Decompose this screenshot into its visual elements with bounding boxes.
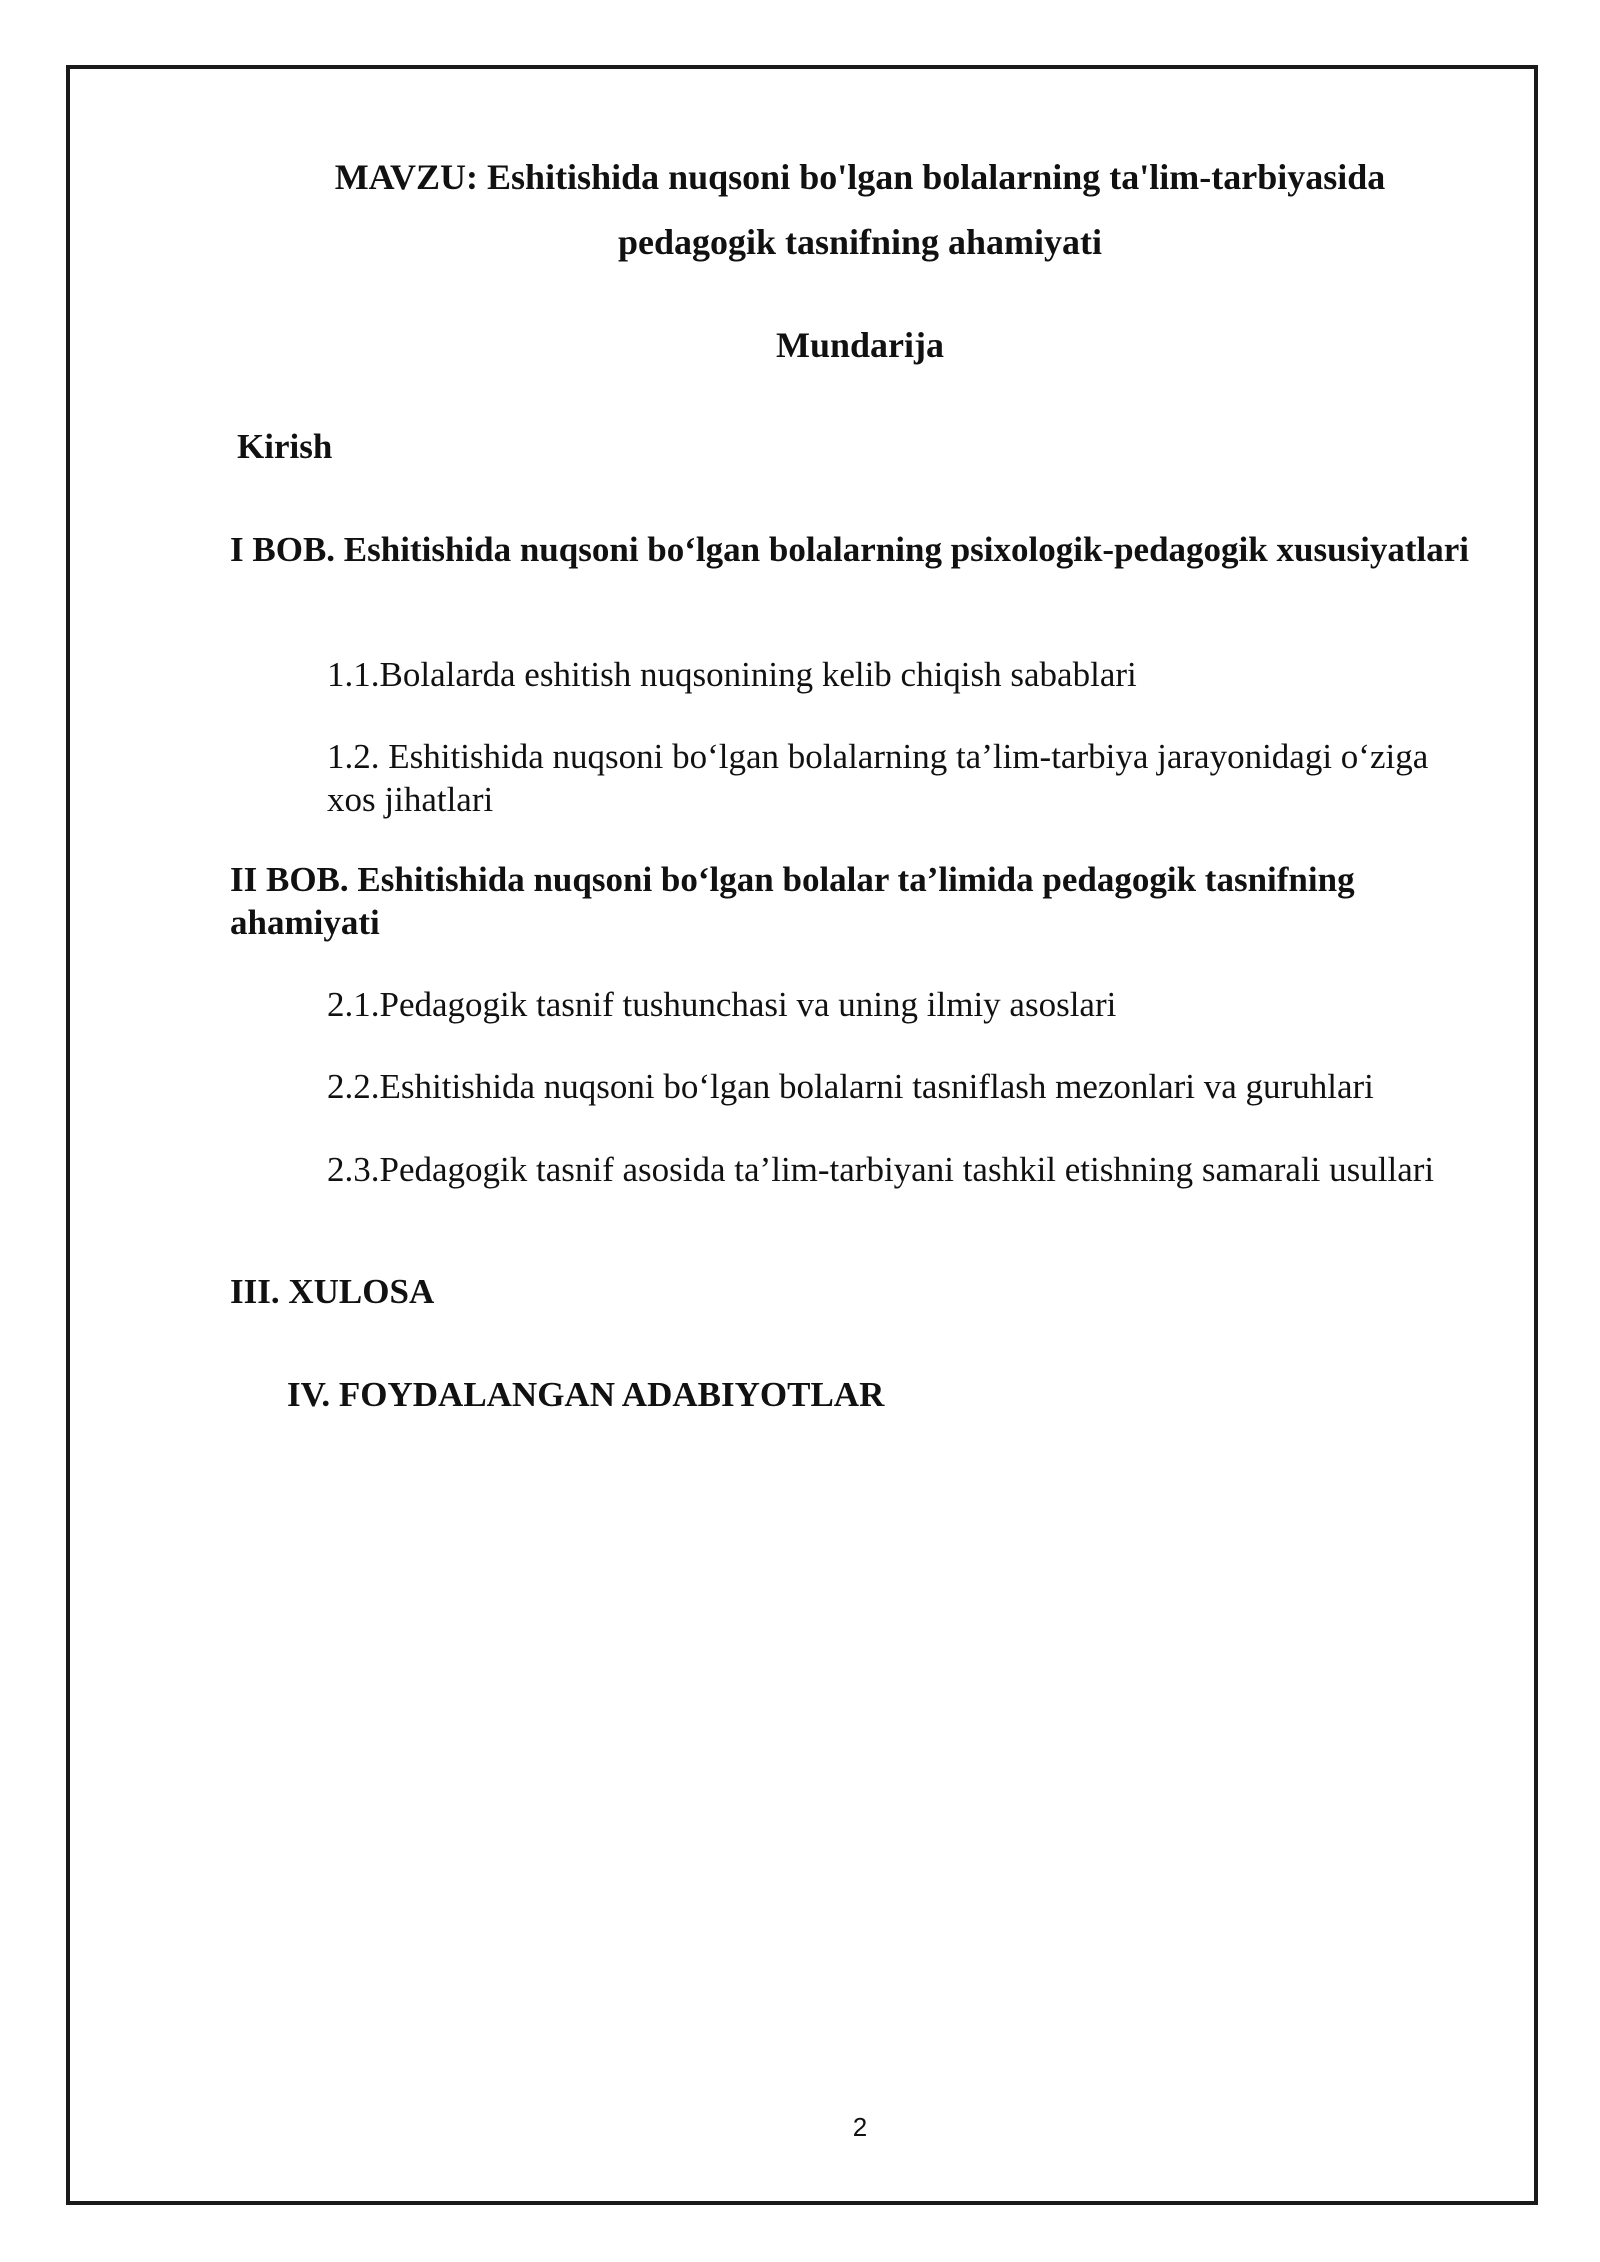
document-title-line-1: MAVZU: Eshitishida nuqsoni bo'lgan bolalarning ta'lim-tarbiyasida: [334, 157, 1386, 197]
toc-entry-section-2-3: 2.3.Pedagogik tasnif asosida ta’lim-tarbiyani tashkil etishning samarali usullari: [327, 1150, 1435, 1189]
toc-entry-section-2-2: 2.2.Eshitishida nuqsoni bo‘lgan bolalarni tasniflash mezonlari va guruhlari: [327, 1067, 1374, 1106]
toc-entry-section-2-1: 2.1.Pedagogik tasnif tushunchasi va uning ilmiy asoslari: [327, 985, 1117, 1024]
toc-heading: Mundarija: [775, 325, 944, 365]
page-border: [66, 65, 1538, 2205]
page-number: 2: [852, 2112, 868, 2142]
toc-entry-conclusion: III. XULOSA: [230, 1272, 435, 1311]
toc-entry-intro: Kirish: [237, 427, 333, 466]
toc-entry-chapter-2: II BOB. Eshitishida nuqsoni bo‘lgan bolalar ta’limida pedagogik tasnifning ahamiyati: [230, 860, 1355, 942]
toc-entry-references: IV. FOYDALANGAN ADABIYOTLAR: [287, 1375, 885, 1414]
toc-entry-chapter-1: I BOB. Eshitishida nuqsoni bo‘lgan bolalarning psixologik-pedagogik xususiyatlari: [230, 530, 1470, 569]
toc-entry-section-1-1: 1.1.Bolalarda eshitish nuqsonining kelib chiqish sabablari: [327, 655, 1137, 694]
toc-entry-section-1-2: 1.2. Eshitishida nuqsoni bo‘lgan bolalarning ta’lim-tarbiya jarayonidagi o‘ziga xos jihatlari: [327, 737, 1429, 819]
document-title-line-2: pedagogik tasnifning ahamiyati: [617, 222, 1103, 262]
